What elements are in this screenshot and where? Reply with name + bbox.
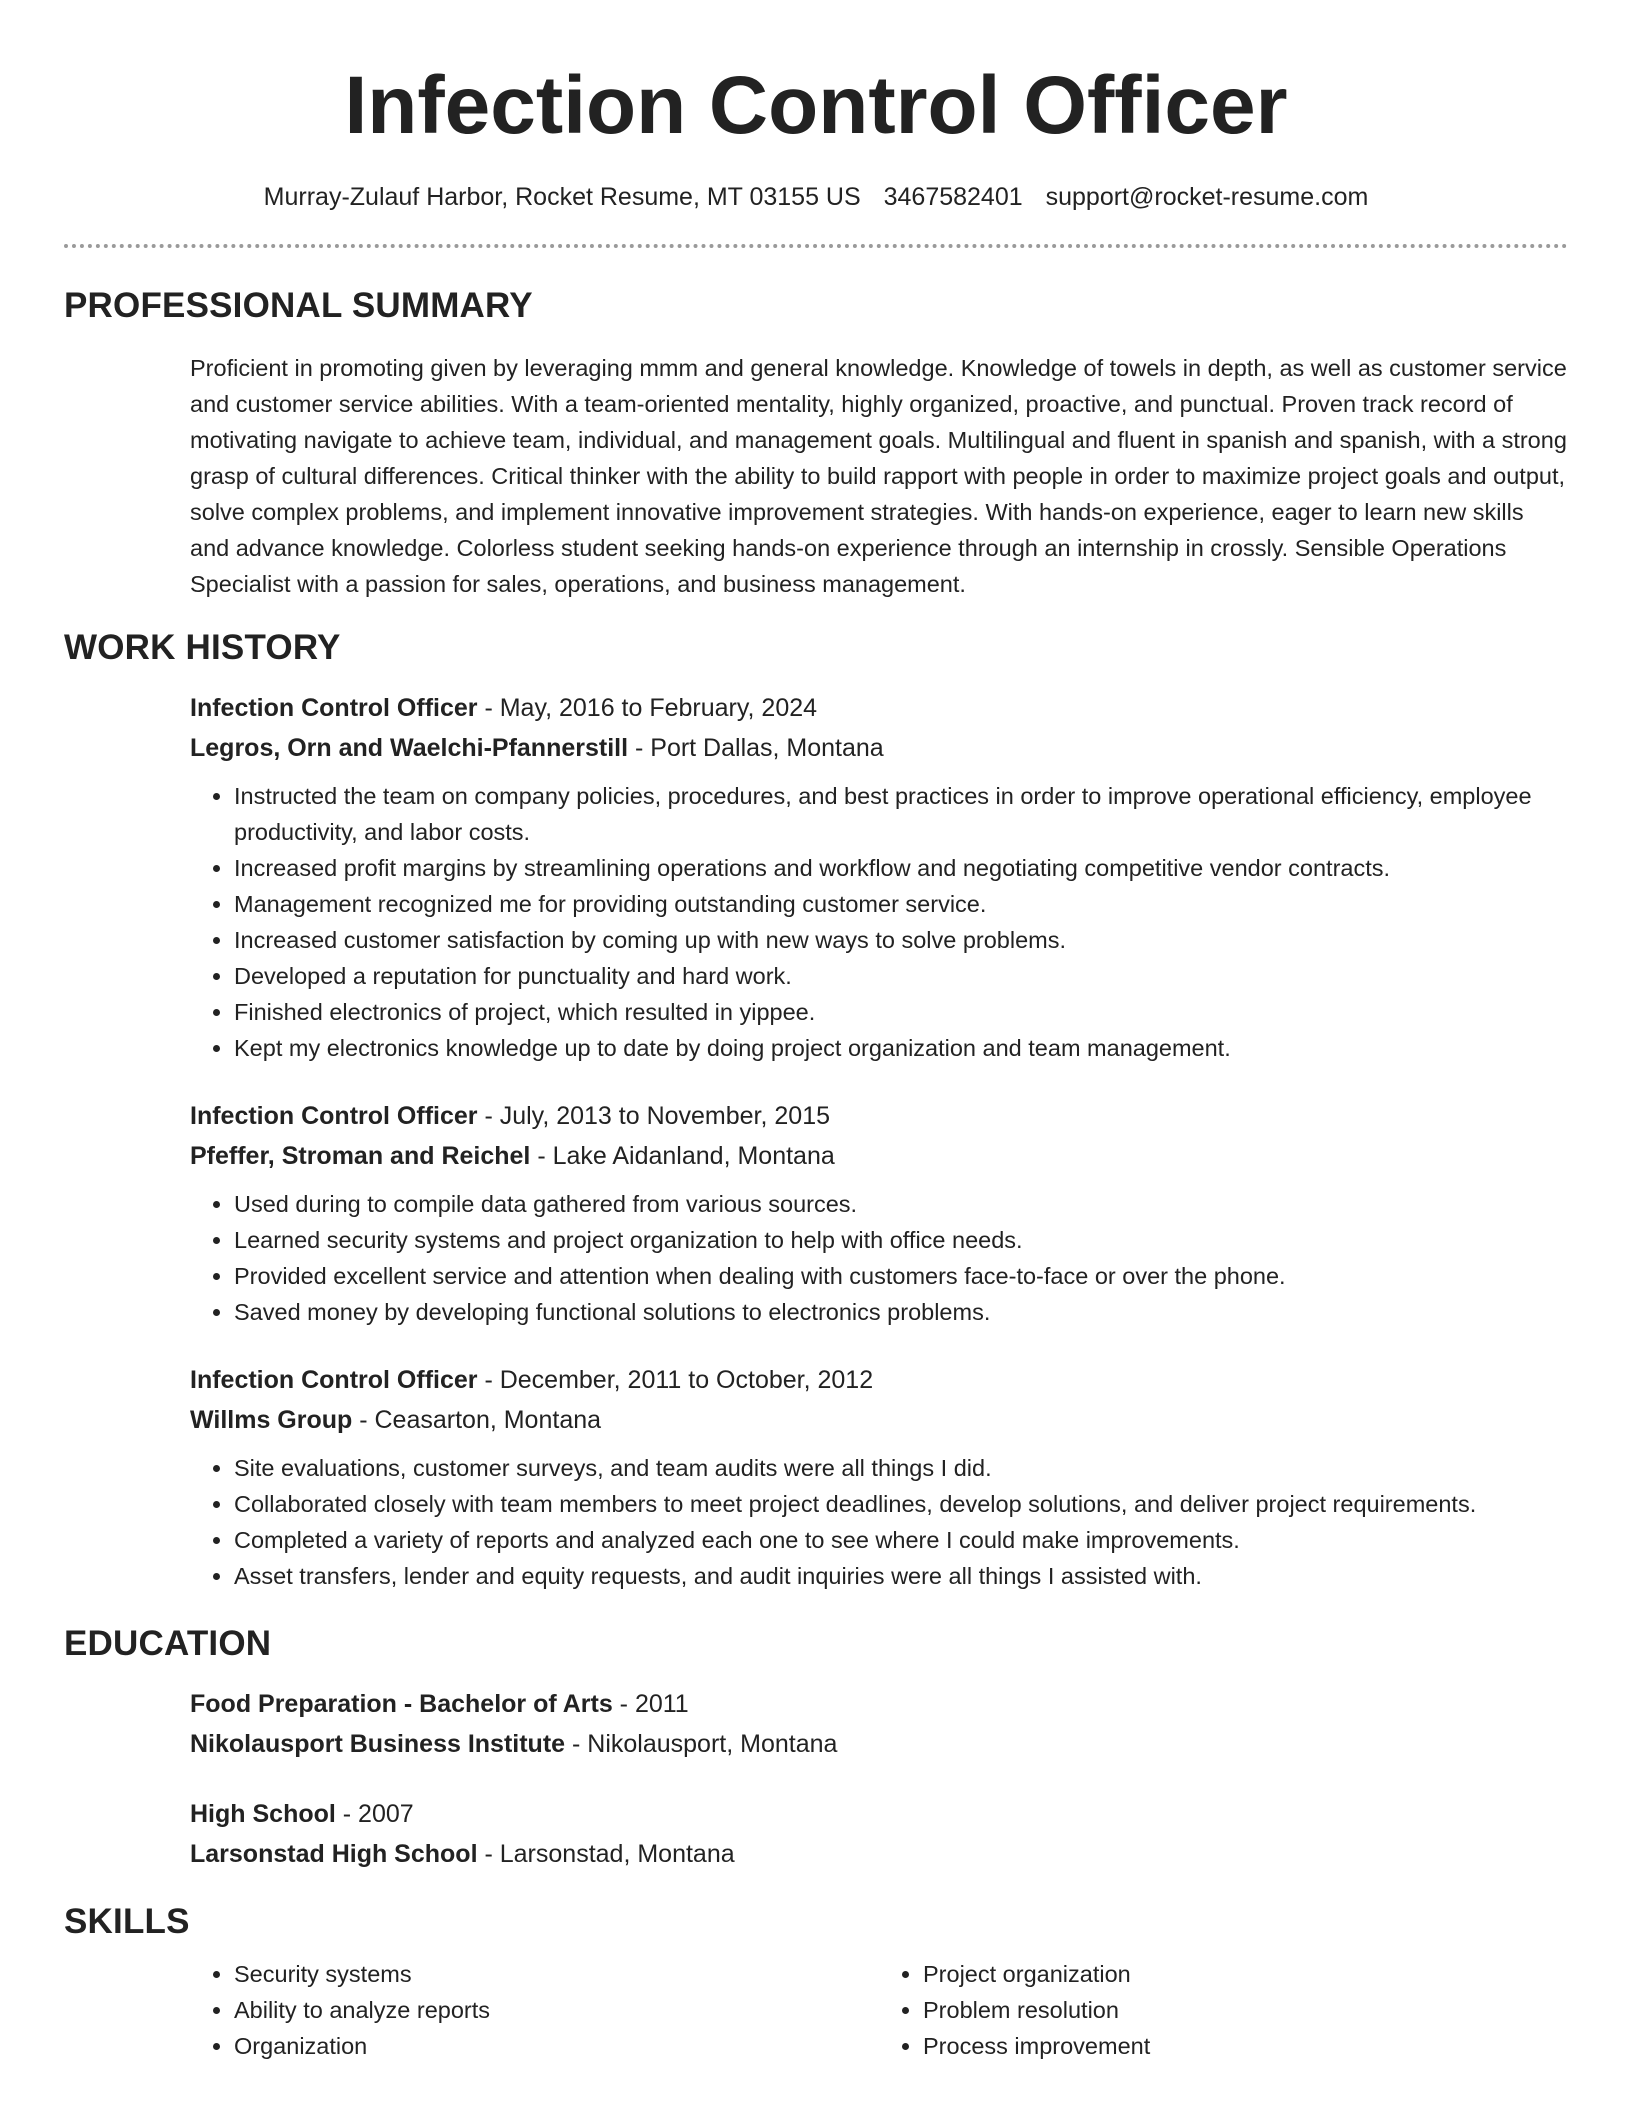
skill-item: • Security systems	[234, 1956, 879, 1992]
job-dates: - December, 2011 to October, 2012	[477, 1366, 874, 1394]
job-company-line	[190, 1400, 1568, 1440]
skills-grid	[190, 1956, 1568, 2064]
job-company: Pfeffer, Stroman and Reichel	[190, 1142, 531, 1170]
work-history-heading: WORK HISTORY	[64, 628, 341, 667]
job-duty: • Provided excellent service and attention when dealing with customers face-to-face or over the phone.	[234, 1258, 1568, 1294]
job-location: - Lake Aidanland, Montana	[530, 1142, 835, 1170]
summary-section	[64, 284, 1568, 602]
contact-info	[64, 180, 1568, 214]
job-duty: • Site evaluations, customer surveys, and team audits were all things I did.	[234, 1450, 1568, 1486]
education-school-line	[190, 1724, 1568, 1764]
education-school: Larsonstad High School	[190, 1840, 478, 1868]
summary-heading: PROFESSIONAL SUMMARY	[64, 286, 533, 325]
education-year: - 2007	[335, 1800, 414, 1828]
education-school-line	[190, 1834, 1568, 1874]
job-duty: • Completed a variety of reports and analyzed each one to see where I could make improvements.	[234, 1522, 1568, 1558]
job-title-line	[190, 1096, 1568, 1136]
education-entry	[190, 1794, 1568, 1874]
job-company-line	[190, 728, 1568, 768]
job-company: Willms Group	[190, 1406, 353, 1434]
job-duties-list	[190, 1186, 1568, 1330]
job-duty: • Developed a reputation for punctuality and hard work.	[234, 958, 1568, 994]
job-location: - Port Dallas, Montana	[628, 734, 884, 762]
job-duty: • Collaborated closely with team members to meet project deadlines, develop solutions, and deliver project requirements.	[234, 1486, 1568, 1522]
education-degree: Food Preparation - Bachelor of Arts	[190, 1690, 613, 1718]
skill-item: • Process improvement	[923, 2028, 1568, 2064]
job-dates: - July, 2013 to November, 2015	[477, 1102, 831, 1130]
job-duties-list	[190, 1450, 1568, 1594]
skill-item: • Ability to analyze reports	[234, 1992, 879, 2028]
skills-heading: SKILLS	[64, 1902, 190, 1941]
skill-item: • Project organization	[923, 1956, 1568, 1992]
job-duty: • Saved money by developing functional solutions to electronics problems.	[234, 1294, 1568, 1330]
skills-column-left	[190, 1956, 879, 2064]
education-year: - 2011	[612, 1690, 689, 1718]
job-duty: • Increased customer satisfaction by coming up with new ways to solve problems.	[234, 922, 1568, 958]
job-duty: • Instructed the team on company policies, procedures, and best practices in order to improve operational efficiency, employee productivity, and labor costs.	[234, 778, 1568, 850]
job-title: Infection Control Officer	[190, 694, 478, 722]
education-degree-line	[190, 1684, 1568, 1724]
job-duties-list	[190, 778, 1568, 1066]
education-location: - Larsonstad, Montana	[477, 1840, 735, 1868]
header-divider	[64, 244, 1568, 248]
job-duty: • Asset transfers, lender and equity requests, and audit inquiries were all things I assisted with.	[234, 1558, 1568, 1594]
education-school: Nikolausport Business Institute	[190, 1730, 566, 1758]
summary-text: Proficient in promoting given by leveraging mmm and general knowledge. Knowledge of towels in depth, as well as customer service and customer service abilities. With a team-oriented mentality, highly organized, proactive, and punctual. Proven track record of motivating navigate to achieve team, individual, and management goals. Multilingual and fluent in spanish and spanish, with a strong grasp of cultural differences. Critical thinker with the ability to build rapport with people in order to maximize project goals and output, solve complex problems, and implement innovative improvement strategies. With hands-on experience, eager to learn new skills and advance knowledge. Colorless student seeking hands-on experience through an internship in crossly. Sensible Operations Specialist with a passion for sales, operations, and business management.	[190, 355, 1567, 597]
job-entry	[190, 688, 1568, 1066]
work-history-section	[64, 626, 1568, 1594]
job-duty: • Finished electronics of project, which resulted in yippee.	[234, 994, 1568, 1030]
job-duty: • Learned security systems and project organization to help with office needs.	[234, 1222, 1568, 1258]
job-duty: • Management recognized me for providing outstanding customer service.	[234, 886, 1568, 922]
skill-item: • Organization	[234, 2028, 879, 2064]
job-title: Infection Control Officer	[190, 1102, 478, 1130]
job-company: Legros, Orn and Waelchi-Pfannerstill	[190, 734, 629, 762]
job-company-line	[190, 1136, 1568, 1176]
education-section	[64, 1622, 1568, 1874]
skills-section	[64, 1900, 1568, 2064]
job-location: - Ceasarton, Montana	[352, 1406, 602, 1434]
job-entry	[190, 1096, 1568, 1330]
resume-title: Infection Control Officer	[344, 60, 1288, 151]
education-degree: High School	[190, 1800, 336, 1828]
job-title-line	[190, 688, 1568, 728]
job-duty: • Used during to compile data gathered from various sources.	[234, 1186, 1568, 1222]
skills-column-right	[879, 1956, 1568, 2064]
contact-phone: 3467582401	[883, 183, 1023, 211]
education-location: - Nikolausport, Montana	[565, 1730, 838, 1758]
job-entry	[190, 1360, 1568, 1594]
job-title: Infection Control Officer	[190, 1366, 478, 1394]
job-title-line	[190, 1360, 1568, 1400]
contact-address: Murray-Zulauf Harbor, Rocket Resume, MT 03155 US	[263, 183, 861, 211]
job-duty: • Kept my electronics knowledge up to date by doing project organization and team management.	[234, 1030, 1568, 1066]
contact-email: support@rocket-resume.com	[1045, 183, 1369, 211]
education-entry	[190, 1684, 1568, 1764]
job-duty: • Increased profit margins by streamlining operations and workflow and negotiating competitive vendor contracts.	[234, 850, 1568, 886]
job-dates: - May, 2016 to February, 2024	[477, 694, 818, 722]
skill-item: • Problem resolution	[923, 1992, 1568, 2028]
education-degree-line	[190, 1794, 1568, 1834]
education-heading: EDUCATION	[64, 1624, 272, 1663]
